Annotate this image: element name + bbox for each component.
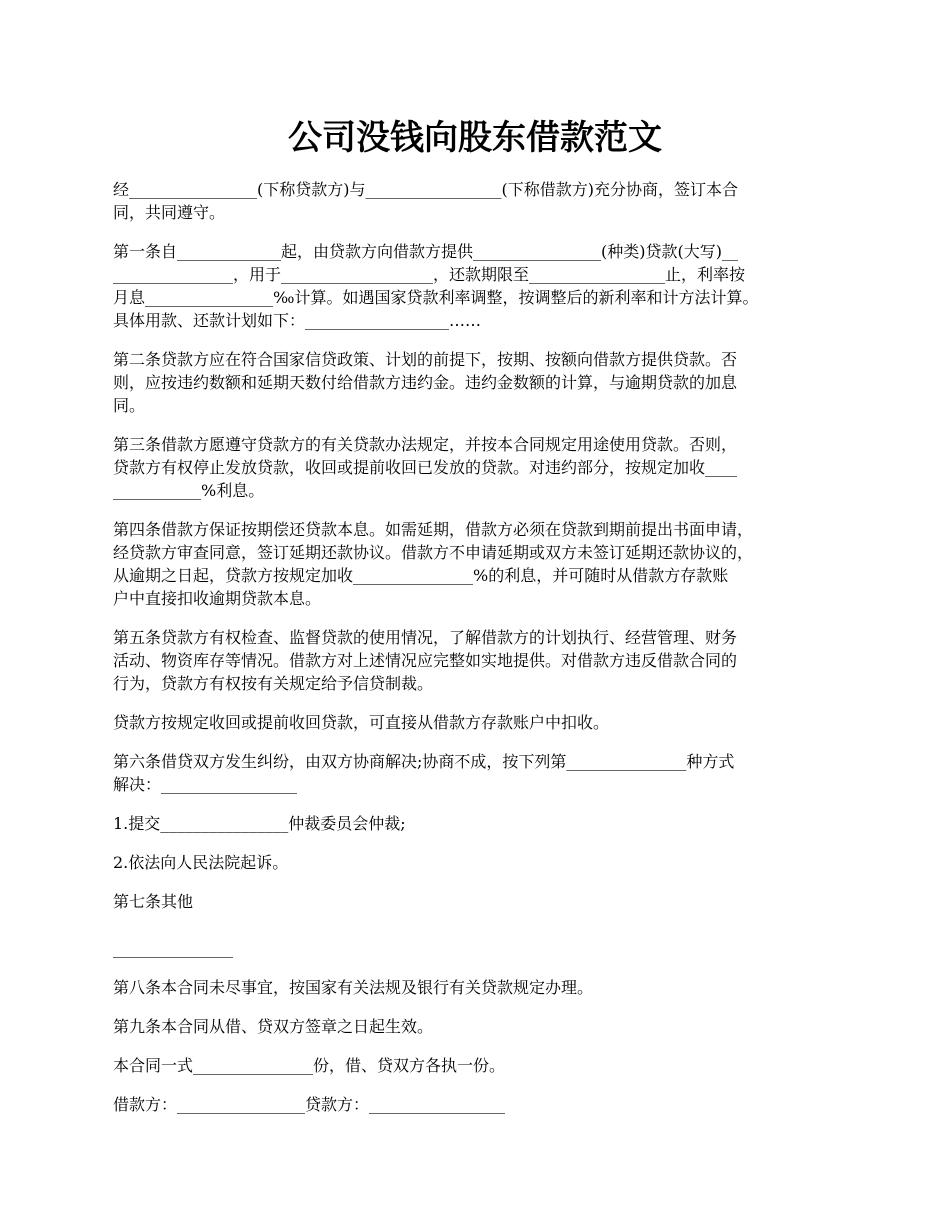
paragraph-article-4 (113, 518, 843, 610)
text-line: 同。 (113, 396, 146, 415)
paragraph-article-5 (113, 626, 843, 695)
text-line: 第二条贷款方应在符合国家信贷政策、计划的前提下，按期、按额向借款方提供贷款。否 (113, 350, 738, 369)
text-line: 第七条其他 (113, 892, 194, 911)
paragraph-copies (113, 1054, 843, 1077)
paragraph-article-8 (113, 976, 843, 999)
paragraph-article-2 (113, 348, 843, 417)
text-line: 1.提交________________仲裁委员会仲裁; (113, 814, 406, 833)
paragraph-option-2 (113, 851, 843, 874)
text-line: 第一条自_____________起，由贷款方向借款方提供________________(种类)贷款(大写)__ (113, 242, 738, 261)
text-line: ___________%利息。 (113, 481, 265, 500)
text-line: 活动、物资库存等情况。借款方对上述情况应完整如实地提供。对借款方违反借款合同的 (113, 651, 738, 670)
text-line: 2.依法向人民法院起诉。 (113, 853, 289, 872)
paragraph-article-1 (113, 240, 843, 332)
document-body (113, 178, 843, 1132)
paragraph-option-1 (113, 812, 843, 835)
text-line: 具体用款、还款计划如下：__________________…… (113, 311, 482, 330)
text-line: 经________________(下称贷款方)与_________________(下称借款方)充分协商，签订本合 (113, 180, 738, 199)
paragraph-article-7-blank (113, 937, 843, 960)
text-line: 贷款方有权停止发放贷款，收回或提前收回已发放的贷款。对违约部分，按规定加收____ (113, 458, 738, 477)
paragraph-article-3 (113, 433, 843, 502)
text-line: 月息________________‰计算。如遇国家贷款利率调整，按调整后的新利率和计方法计算。 (113, 288, 759, 307)
text-line: 同，共同遵守。 (113, 203, 226, 222)
paragraph-article-7 (113, 890, 843, 913)
text-line: 行为，贷款方有权按有关规定给予信贷制裁。 (113, 674, 434, 693)
text-line: 经贷款方审查同意，签订延期还款协议。借款方不申请延期或双方未签订延期还款协议的， (113, 543, 754, 562)
text-line: 本合同一式_______________份，借、贷双方各执一份。 (113, 1056, 506, 1075)
text-line: 解决：_________________ (113, 775, 298, 794)
text-line: 第九条本合同从借、贷双方签章之日起生效。 (113, 1017, 434, 1036)
text-line: 第三条借款方愿遵守贷款方的有关贷款办法规定，并按本合同规定用途使用贷款。否则， (113, 435, 738, 454)
text-line: _______________，用于___________________，还款期限至_________________止，利率按 (113, 265, 746, 284)
text-line: 则，应按违约数额和延期天数付给借款方违约金。违约金数额的计算，与逾期贷款的加息 (113, 373, 738, 392)
paragraph-preamble (113, 178, 843, 224)
text-line: 第六条借贷双方发生纠纷，由双方协商解决;协商不成，按下列第_______________种方式 (113, 752, 735, 771)
text-line: 第八条本合同未尽事宜，按国家有关法规及银行有关贷款规定办理。 (113, 978, 594, 997)
paragraph-deduction (113, 711, 843, 734)
text-line: 贷款方按规定收回或提前收回贷款，可直接从借款方存款账户中扣收。 (113, 713, 610, 732)
text-line: 第四条借款方保证按期偿还贷款本息。如需延期，借款方必须在贷款到期前提出书面申请， (113, 520, 754, 539)
text-line: 第五条贷款方有权检查、监督贷款的使用情况，了解借款方的计划执行、经营管理、财务 (113, 628, 738, 647)
text-line: 从逾期之日起，贷款方按规定加收_______________%的利息，并可随时从借款方存款账 (113, 566, 729, 585)
document-title: 公司没钱向股东借款范文 (288, 118, 662, 158)
paragraph-article-6 (113, 750, 843, 796)
text-line: _______________ (113, 939, 233, 958)
text-line: 户中直接扣收逾期贷款本息。 (113, 589, 322, 608)
paragraph-article-9 (113, 1015, 843, 1038)
paragraph-signatures (113, 1093, 843, 1116)
text-line: 借款方：________________贷款方：_________________ (113, 1095, 506, 1114)
